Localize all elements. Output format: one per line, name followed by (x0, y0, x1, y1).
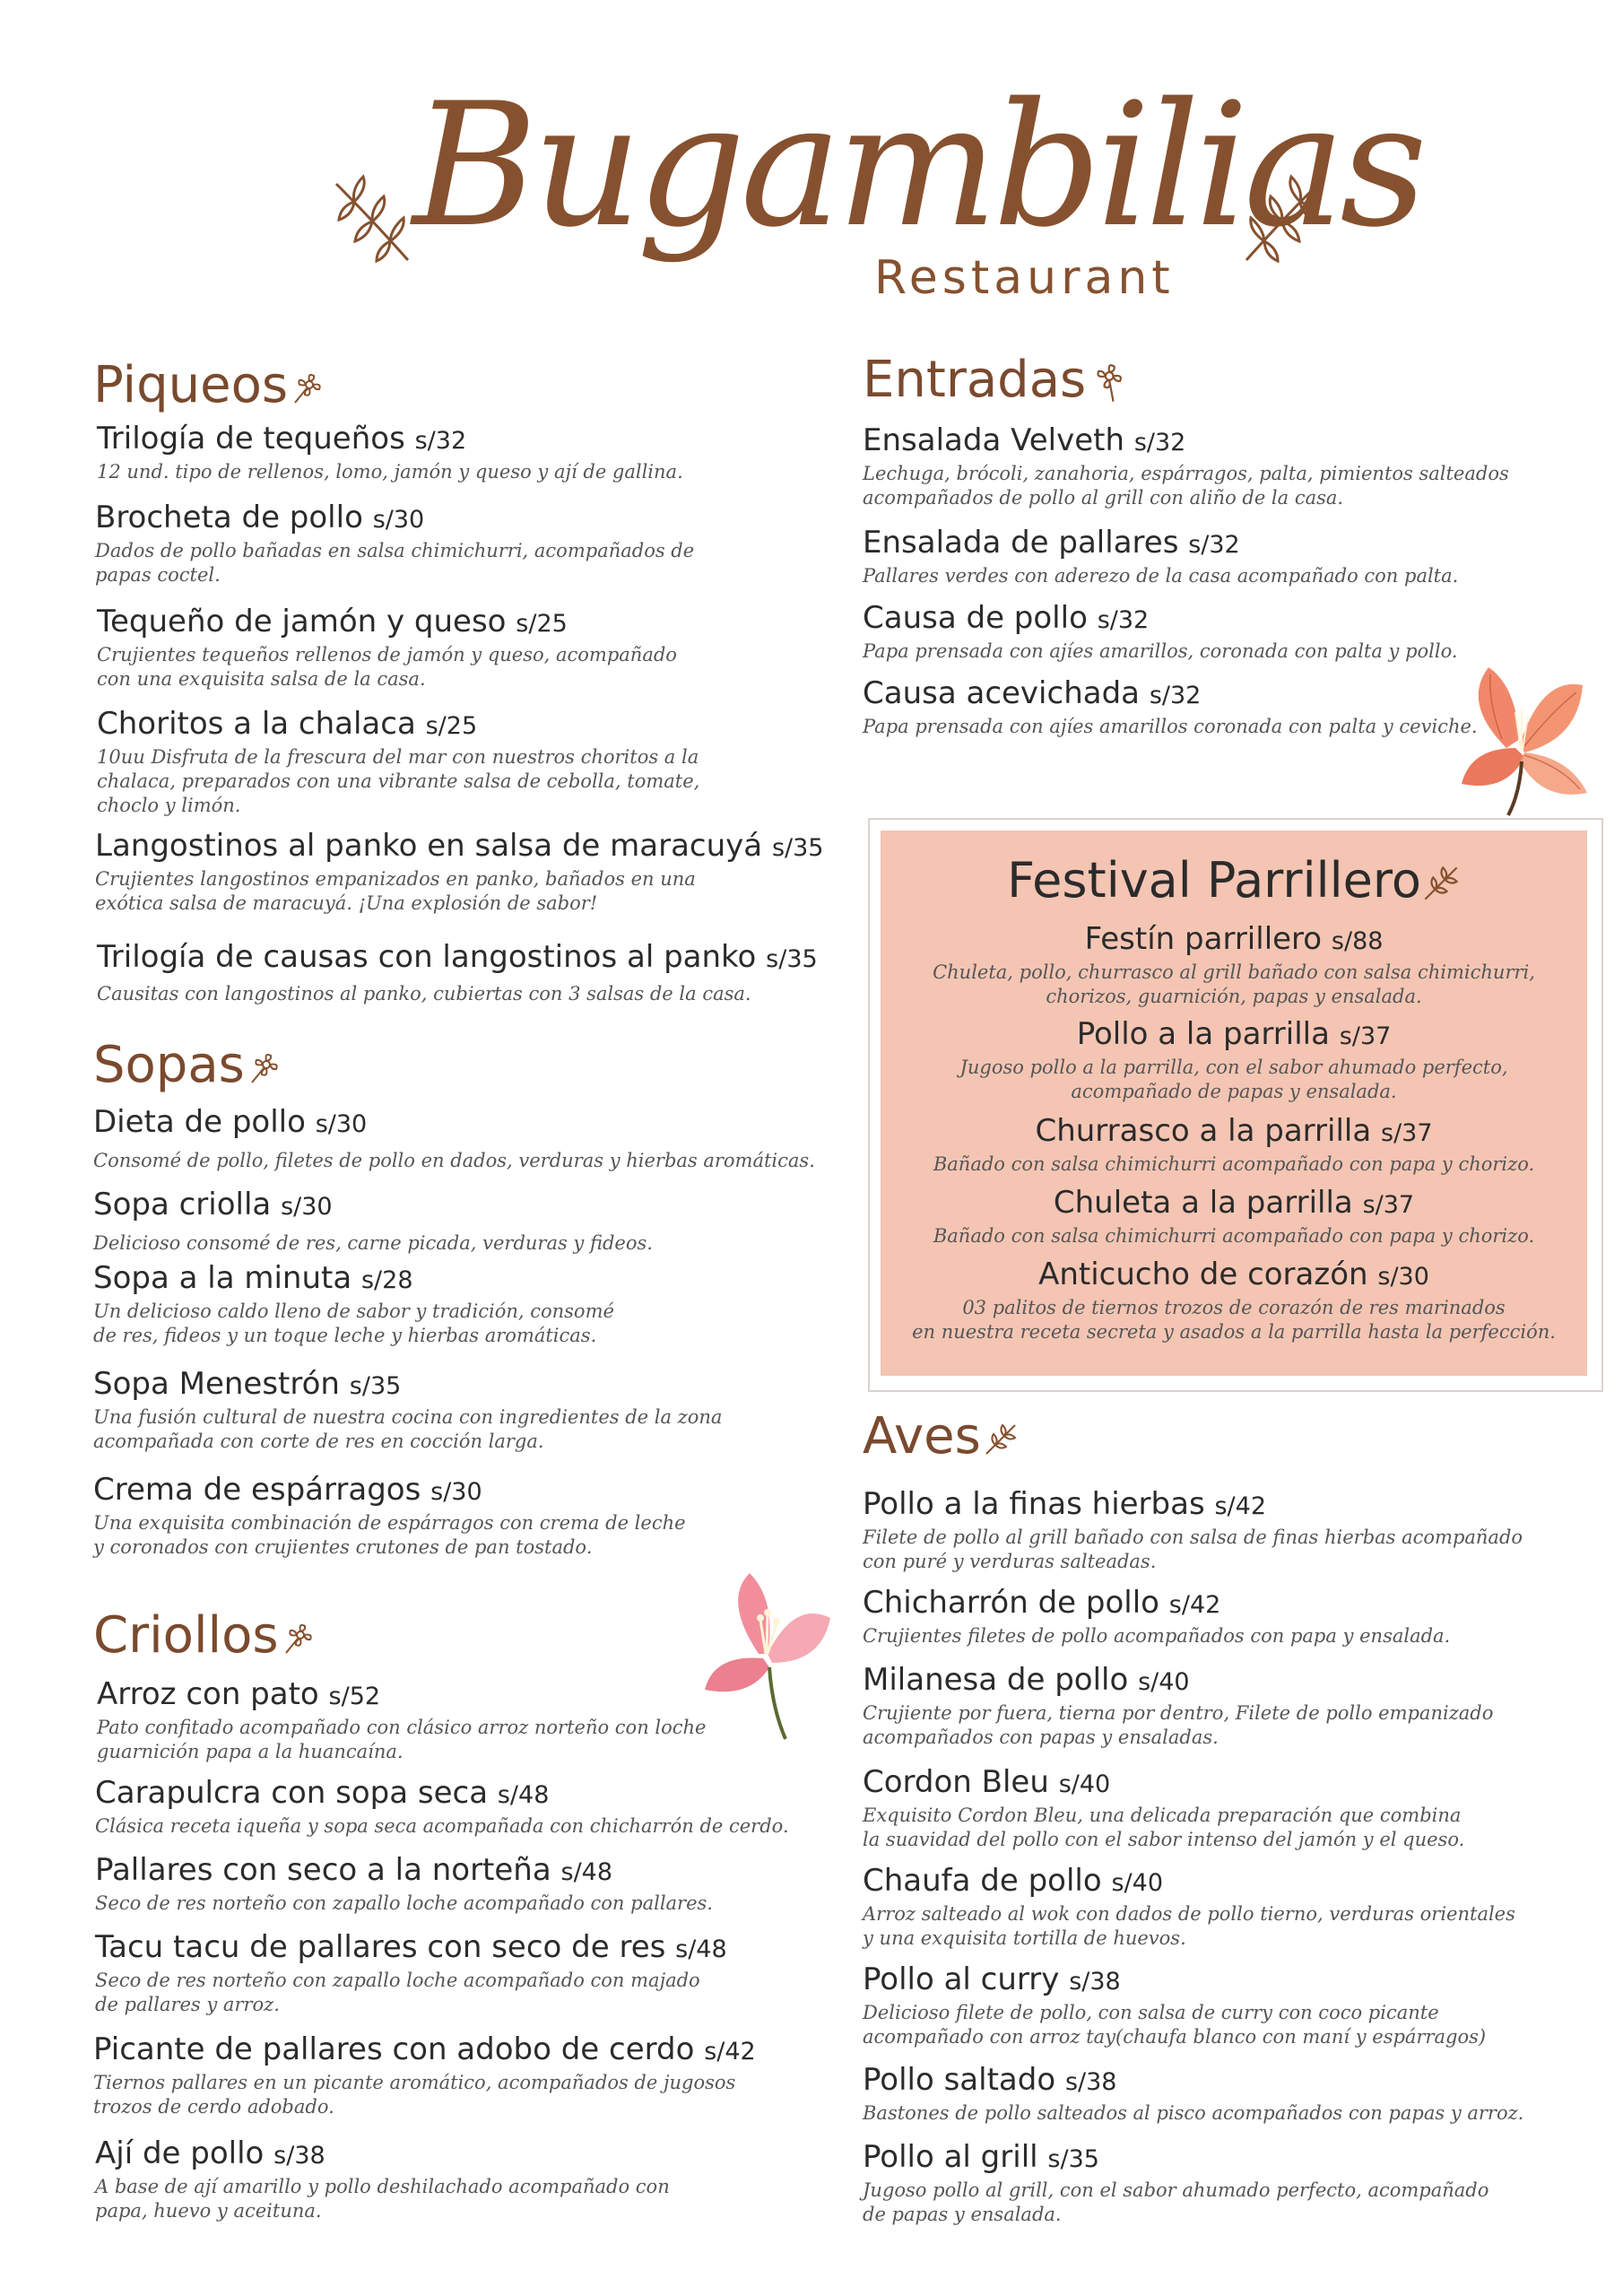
menu-item (863, 2061, 1523, 2126)
item-description: la suavidad del pollo con el sabor intenso del jamón y el queso. (863, 1829, 1465, 1850)
item-price: s/40 (1138, 1668, 1190, 1696)
menu-item (93, 1471, 686, 1560)
menu-item (863, 2138, 1488, 2227)
item-price: s/37 (1381, 1119, 1433, 1147)
flower-doodle-icon (290, 370, 325, 406)
item-price: s/48 (497, 1781, 550, 1809)
item-description: 12 und. tipo de rellenos, lomo, jamón y queso y ají de gallina. (97, 461, 683, 483)
item-description: y coronados con crujientes crutones de pan tostado. (93, 1536, 593, 1558)
item-description: acompañada con corte de res en cocción larga. (93, 1431, 544, 1452)
item-description: Jugoso pollo al grill, con el sabor ahumado perfecto, acompañado (863, 2179, 1489, 2201)
menu-item (863, 599, 1458, 664)
menu-item (863, 1862, 1515, 1951)
item-description: Tiernos pallares en un picante aromático, acompañados de jugosos (93, 2072, 736, 2093)
item-title (97, 1675, 706, 1716)
item-price: s/35 (1047, 2145, 1099, 2173)
item-price: s/32 (414, 427, 467, 455)
menu-item (881, 1256, 1587, 1344)
item-description: acompañado con arroz tay(chaufa blanco con maní y espárragos) (863, 2026, 1487, 2048)
item-title (863, 1862, 1515, 1902)
item-description: Crujientes tequeños rellenos de jamón y queso, acompañado (97, 644, 677, 665)
item-price: s/42 (704, 2038, 756, 2066)
menu-item (881, 1112, 1587, 1177)
item-price: s/42 (1168, 1591, 1221, 1619)
item-description: trozos de cerdo adobado. (93, 2096, 334, 2118)
menu-item (93, 2031, 756, 2119)
section-title-festival (881, 852, 1587, 909)
menu-item (95, 1851, 713, 1916)
item-description: de papas y ensalada. (863, 2204, 1062, 2225)
item-title (93, 1259, 614, 1300)
item-price: s/37 (1362, 1191, 1415, 1219)
leaf-sprig-icon (1421, 864, 1461, 903)
menu-item (95, 499, 694, 587)
item-description: y una exquisita tortilla de huevos. (863, 1927, 1186, 1949)
item-name: Causa de pollo (863, 600, 1088, 636)
item-title (863, 2138, 1488, 2179)
item-title (95, 2135, 670, 2175)
menu-item (95, 827, 823, 916)
item-description: Crujientes filetes de pollo acompañados con papa y ensalada. (863, 1625, 1451, 1647)
item-price: s/38 (273, 2142, 325, 2170)
menu-item (95, 1928, 727, 2017)
item-name: Chaufa de pollo (863, 1863, 1102, 1899)
item-description: con puré y verduras salteadas. (863, 1551, 1157, 1572)
item-name: Sopa a la minuta (93, 1260, 352, 1296)
item-price: s/30 (281, 1193, 333, 1221)
item-name: Picante de pallares con adobo de cerdo (93, 2031, 695, 2067)
menu-item (881, 1184, 1587, 1248)
item-title (863, 422, 1509, 462)
item-name: Langostinos al panko en salsa de maracuyá (95, 828, 763, 864)
item-title (93, 1365, 722, 1405)
menu-item (95, 2135, 670, 2223)
item-description: en nuestra receta secreta y asados a la parrilla hasta la perfección. (912, 1321, 1556, 1343)
item-title (93, 1186, 653, 1226)
brand-name: Bugambilias (412, 66, 1422, 265)
item-description: Papa prensada con ajíes amarillos coronada con palta y ceviche. (863, 716, 1478, 737)
flower-doodle-icon (1088, 361, 1127, 405)
item-name: Ensalada de pallares (863, 525, 1179, 561)
item-description: Filete de pollo al grill bañado con salsa de finas hierbas acompañado (863, 1526, 1523, 1548)
item-name: Milanesa de pollo (863, 1662, 1129, 1698)
item-description: papa, huevo y aceituna. (95, 2200, 322, 2222)
item-price: s/32 (1097, 606, 1150, 634)
section-title-aves (863, 1408, 1019, 1465)
menu-item (863, 674, 1478, 739)
item-description: Causitas con langostinos al panko, cubiertas con 3 salsas de la casa. (97, 983, 751, 1004)
item-title (97, 938, 818, 978)
item-name: Chicharrón de pollo (863, 1585, 1159, 1621)
item-name: Chuleta a la parrilla (1053, 1185, 1353, 1221)
item-name: Causa acevichada (863, 675, 1140, 711)
item-description: papas coctel. (95, 564, 221, 586)
item-price: s/30 (315, 1110, 368, 1138)
item-description: Seco de res norteño con zapallo loche acompañado con pallares. (95, 1892, 713, 1914)
item-title (95, 1928, 727, 1969)
item-description: de pallares y arroz. (95, 1994, 280, 2015)
item-title (881, 1015, 1587, 1056)
item-name: Pallares con seco a la norteña (95, 1852, 551, 1888)
item-title (863, 1961, 1486, 2001)
item-name: Ají de pollo (95, 2135, 265, 2171)
menu-item (97, 603, 677, 691)
menu-item (97, 938, 818, 1006)
item-price: s/52 (328, 1683, 381, 1710)
item-title (95, 1851, 713, 1892)
item-description: Seco de res norteño con zapallo loche acompañado con majado (95, 1970, 700, 1991)
item-name: Anticucho de corazón (1038, 1257, 1368, 1292)
item-description: chorizos, guarnición, papas y ensalada. (1046, 986, 1422, 1007)
section-title-text: Entradas (863, 351, 1087, 409)
item-name: Dieta de pollo (93, 1104, 306, 1140)
item-name: Pollo a la finas hierbas (863, 1486, 1205, 1522)
item-description: Delicioso filete de pollo, con salsa de curry con coco picante (863, 2002, 1439, 2023)
menu-item (863, 1763, 1464, 1852)
item-price: s/40 (1058, 1770, 1111, 1798)
item-title (97, 420, 683, 460)
item-title (863, 1485, 1523, 1526)
item-price: s/32 (1133, 429, 1186, 457)
item-description: Delicioso consomé de res, carne picada, verduras y fideos. (93, 1232, 653, 1254)
item-price: s/32 (1188, 531, 1240, 559)
item-price: s/25 (516, 610, 568, 638)
item-name: Pollo saltado (863, 2062, 1056, 2098)
item-description: Un delicioso caldo lleno de sabor y tradición, consomé (93, 1300, 614, 1322)
section-title-entradas (863, 352, 1127, 409)
flower-doodle-icon (281, 1621, 317, 1657)
item-price: s/35 (349, 1372, 402, 1400)
item-price: s/42 (1214, 1492, 1267, 1520)
menu-item (863, 524, 1458, 588)
item-title (863, 674, 1478, 715)
section-title-text: Aves (863, 1407, 981, 1465)
item-description: Exquisito Cordon Bleu, una delicada preparación que combina (863, 1805, 1462, 1826)
item-description: con una exquisita salsa de la casa. (97, 668, 426, 690)
item-title (95, 499, 694, 539)
menu-item (93, 1103, 815, 1173)
item-price: s/88 (1331, 927, 1384, 955)
item-description: chalaca, preparados con una vibrante salsa de cebolla, tomate, (97, 770, 700, 792)
item-description: Crujientes langostinos empanizados en panko, bañados en una (95, 868, 696, 890)
item-description: Una fusión cultural de nuestra cocina con ingredientes de la zona (93, 1406, 723, 1428)
logo (323, 54, 1422, 323)
item-name: Churrasco a la parrilla (1035, 1113, 1372, 1149)
menu-item (881, 1015, 1587, 1104)
item-title (881, 1112, 1587, 1152)
item-name: Ensalada Velveth (863, 422, 1124, 458)
item-price: s/37 (1339, 1022, 1392, 1050)
menu-item (97, 705, 699, 818)
item-price: s/30 (1377, 1263, 1429, 1291)
item-description: exótica salsa de maracuyá. ¡Una explosión de sabor! (95, 892, 598, 914)
item-description: Arroz salteado al wok con dados de pollo tierno, verduras orientales (863, 1903, 1515, 1925)
section-title-sopas (93, 1037, 282, 1094)
menu-item (97, 1675, 706, 1764)
item-title (93, 2031, 756, 2071)
item-name: Tacu tacu de pallares con seco de res (95, 1929, 666, 1965)
item-description: Clásica receta iqueña y sopa seca acompañada con chicharrón de cerdo. (95, 1815, 789, 1837)
item-name: Crema de espárragos (93, 1472, 421, 1508)
menu-item (881, 920, 1587, 1009)
item-name: Pollo a la parrilla (1076, 1016, 1330, 1052)
item-description: guarnición papa a la huancaína. (97, 1741, 404, 1762)
item-description: 10uu Disfruta de la frescura del mar con nuestros choritos a la (97, 746, 699, 768)
item-description: A base de ají amarillo y pollo deshilachado acompañado con (95, 2176, 670, 2197)
item-title (863, 1584, 1450, 1624)
item-name: Sopa criolla (93, 1187, 272, 1222)
item-description: acompañados de pollo al grill con aliño de la casa. (863, 487, 1344, 509)
item-name: Brocheta de pollo (95, 500, 363, 535)
menu-item (95, 1774, 789, 1839)
section-title-text: Festival Parrillero (1007, 852, 1421, 909)
item-description: Papa prensada con ajíes amarillos, coronada con palta y pollo. (863, 640, 1458, 662)
item-description: Bañado con salsa chimichurri acompañado con papa y chorizo. (933, 1153, 1535, 1175)
item-name: Sopa Menestrón (93, 1366, 340, 1402)
menu-item (863, 1485, 1523, 1574)
item-title (93, 1471, 686, 1511)
item-title (863, 1661, 1493, 1701)
item-price: s/28 (360, 1266, 413, 1294)
item-name: Cordon Bleu (863, 1764, 1049, 1800)
section-title-criollos (93, 1607, 317, 1665)
section-title-text: Piqueos (93, 356, 289, 414)
item-price: s/40 (1111, 1869, 1164, 1897)
item-title (95, 827, 823, 867)
item-name: Pollo al grill (863, 2139, 1038, 2175)
item-price: s/32 (1149, 682, 1202, 709)
item-price: s/25 (425, 712, 478, 740)
item-price: s/30 (430, 1478, 482, 1506)
item-name: Trilogía de causas con langostinos al panko (97, 939, 757, 975)
menu-item (863, 1661, 1493, 1750)
menu-item (97, 420, 683, 484)
item-title (863, 524, 1458, 564)
item-price: s/38 (1069, 1968, 1121, 1996)
leaf-sprig-icon (1224, 166, 1332, 274)
item-price: s/48 (675, 1935, 727, 1963)
item-description: de res, fideos y un toque leche y hierbas aromáticas. (93, 1325, 597, 1346)
item-price: s/38 (1064, 2068, 1117, 2096)
item-title (863, 2061, 1523, 2101)
item-description: acompañados con papas y ensaladas. (863, 1726, 1219, 1748)
item-price: s/30 (372, 506, 425, 534)
item-name: Trilogía de tequeños (97, 421, 405, 457)
item-title (881, 1256, 1587, 1296)
item-name: Tequeño de jamón y queso (97, 604, 507, 639)
item-description: choclo y limón. (97, 795, 241, 816)
item-price: s/35 (771, 834, 824, 862)
item-description: Jugoso pollo a la parrilla, con el sabor ahumado perfecto, (959, 1057, 1508, 1078)
item-title (863, 599, 1458, 639)
item-title (93, 1103, 815, 1144)
item-name: Arroz con pato (97, 1676, 319, 1712)
section-title-text: Sopas (93, 1036, 245, 1094)
item-description: Dados de pollo bañadas en salsa chimichurri, acompañados de (95, 540, 695, 561)
menu-item (863, 1961, 1486, 2049)
item-description: Crujiente por fuera, tierna por dentro, Filete de pollo empanizado (863, 1702, 1494, 1724)
leaf-sprig-icon (983, 1422, 1019, 1457)
item-title (863, 1763, 1464, 1804)
item-description: acompañado de papas y ensalada. (1071, 1081, 1397, 1102)
item-title (97, 705, 699, 745)
bougainvillea-flower-icon (696, 1564, 839, 1744)
section-title-piqueos (93, 357, 325, 414)
item-price: s/48 (560, 1858, 613, 1886)
item-description: Chuleta, pollo, churrasco al grill bañado con salsa chimichurri, (933, 961, 1535, 983)
item-description: Una exquisita combinación de espárragos con crema de leche (93, 1512, 686, 1534)
flower-doodle-icon (247, 1050, 282, 1086)
item-title (881, 920, 1587, 961)
menu-item (93, 1365, 722, 1454)
item-price: s/35 (766, 945, 818, 973)
section-title-text: Criollos (93, 1606, 279, 1665)
item-title (95, 1774, 789, 1814)
item-title (881, 1184, 1587, 1224)
item-name: Pollo al curry (863, 1961, 1060, 1997)
item-description: Pallares verdes con aderezo de la casa acompañado con palta. (863, 565, 1459, 587)
item-name: Festín parrillero (1084, 921, 1323, 957)
bougainvillea-flower-icon (1435, 649, 1605, 820)
menu-item (93, 1186, 653, 1256)
item-description: Bañado con salsa chimichurri acompañado con papa y chorizo. (933, 1225, 1535, 1247)
brand-subtitle: Restaurant (874, 251, 1175, 305)
item-description: Lechuga, brócoli, zanahoria, espárragos, palta, pimientos salteados (863, 463, 1509, 484)
item-description: Pato confitado acompañado con clásico arroz norteño con loche (97, 1717, 707, 1738)
menu-item (863, 1584, 1450, 1648)
item-name: Carapulcra con sopa seca (95, 1775, 489, 1811)
item-name: Choritos a la chalaca (97, 706, 416, 742)
item-description: 03 palitos de tiernos trozos de corazón de res marinados (962, 1297, 1506, 1318)
item-description: Bastones de pollo salteados al pisco acompañados con papas y arroz. (863, 2102, 1524, 2124)
item-title (97, 603, 677, 643)
item-description: Consomé de pollo, filetes de pollo en dados, verduras y hierbas aromáticas. (93, 1150, 815, 1171)
menu-item (863, 422, 1509, 510)
menu-item (93, 1259, 614, 1348)
